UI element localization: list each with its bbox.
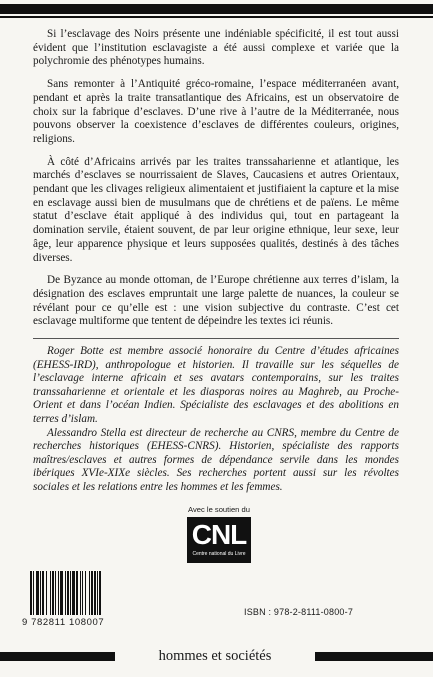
barcode-bars (30, 571, 132, 615)
barcode-number: 9 782811 108007 (22, 617, 105, 628)
barcode (22, 571, 132, 628)
paragraph-3: À côté d’Africains arrivés par les traites transsaharienne et atlantique, les marchés d’esclaves se nourrissaient de Slaves, Caucasiens et autres Orientaux, pendant que les clivages religieux alimentaient et justifiaient la capture et la mise en esclavage aussi bien de musulmans que de chrétiens et de païens. Le même statut d’esclave était appliqué à des individus qui, tout en partageant la domination servile, étaient souvent, de par leur origine ethnique, leur sexe, leur âge, leur apparence physique et leurs supposées qualités, destinés à des tâches diverses. (33, 155, 399, 264)
top-rule (0, 0, 433, 22)
cnl-logo-letters: CNL (191, 519, 247, 550)
cnl-support (174, 505, 264, 563)
series-bar-left (0, 652, 115, 661)
paragraph-4: De Byzance au monde ottoman, de l’Europe chrétienne aux terres d’islam, la désignation des esclaves empruntait une large palette de nuances, la couleur se révélant pour ce qu’elle est : une vision subjective du contraste. C’est cet esclavage multiforme que tentent de dépeindre les textes ici réunis. (33, 274, 399, 328)
paragraph-1: Si l’esclavage des Noirs présente une indéniable spécificité, il est tout aussi évident que l’institution esclavagiste a été aussi complexe et variée que la polychromie des phénotypes humains. (33, 28, 399, 68)
series-band (0, 646, 433, 666)
cnl-logo (187, 517, 251, 563)
cnl-logo-subtitle: Centre national du Livre (192, 551, 246, 557)
cnl-caption: Avec le soutien du (188, 505, 250, 514)
author-bio-botte: Roger Botte est membre associé honoraire du Centre d’études africaines (EHESS-IRD), anthropologue et historien. Il travaille sur les séquelles de l’esclavage interne africain et ses avatars contemporains, sur les traites transsaharienne et orientale et les diasporas noires au Maghreb, au Proche-Orient et dans l’océan Indien. Spécialiste des esclavages et des abolitions en terres d’islam. (33, 345, 399, 426)
series-title: hommes et sociétés (158, 648, 272, 664)
series-bar-right (315, 652, 433, 661)
paragraph-2: Sans remonter à l’Antiquité gréco-romaine, l’espace méditerranéen avant, pendant et après la traite transatlantique des Africains, est un observatoire de choix sur la fabrique d’esclaves. D’une rive à l’autre de la Méditerranée, nous pouvons observer la coexistence d’esclaves de différentes couleurs, origines, religions. (33, 78, 399, 145)
isbn: ISBN : 978-2-8111-0800-7 (244, 607, 354, 617)
back-cover-text (33, 28, 399, 495)
barcode-bar (101, 571, 104, 615)
separator (33, 338, 399, 339)
author-bio-stella: Alessandro Stella est directeur de recherche au CNRS, membre du Centre de recherches historiques (EHESS-CNRS). Historien, spécialiste des rapports maîtres/esclaves et autres formes de dépendance servile dans les mondes ibériques XVIe-XIXe siècles. Ses recherches portent aussi sur les révoltes sociales et les relations entre les hommes et les femmes. (33, 426, 399, 493)
